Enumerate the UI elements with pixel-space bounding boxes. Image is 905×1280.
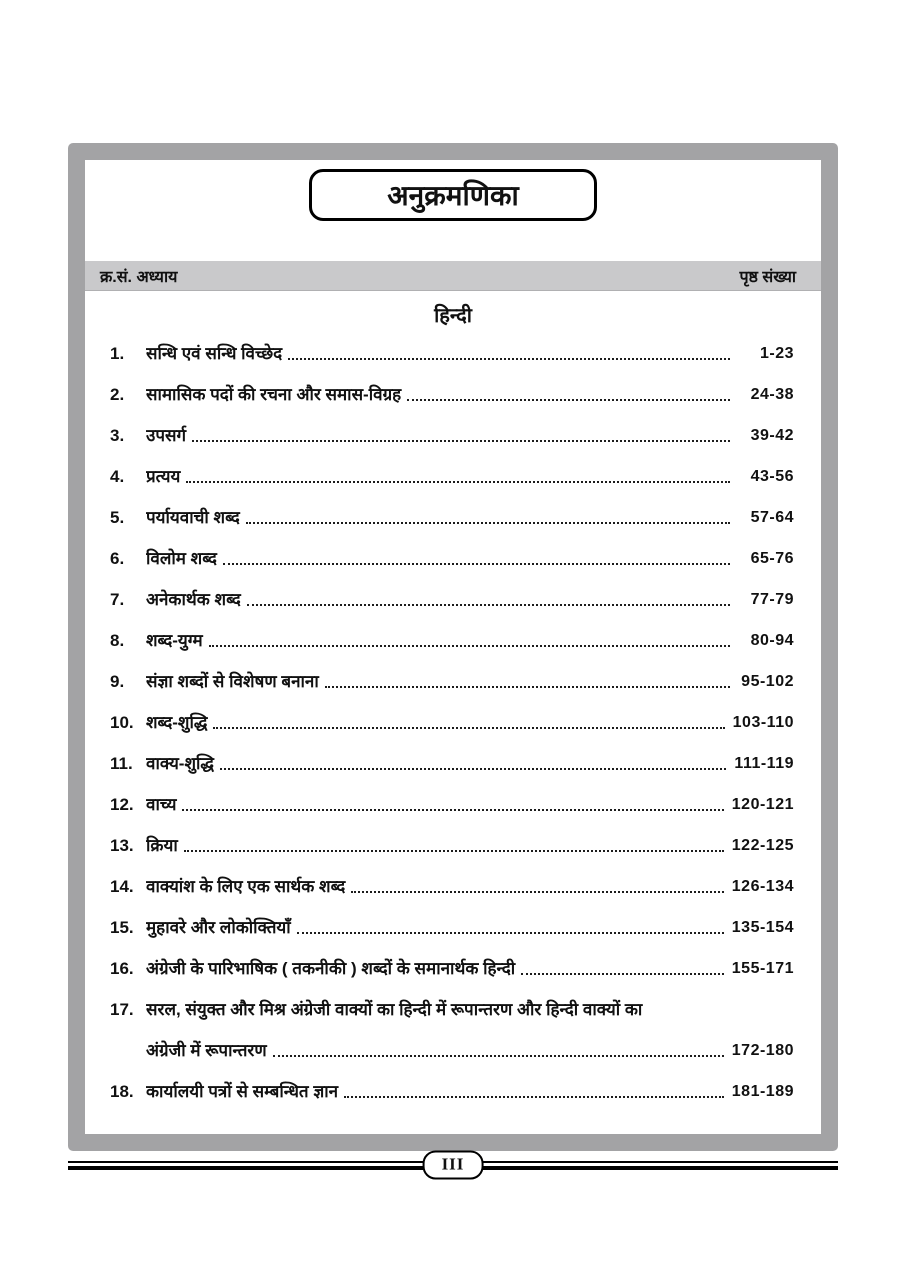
toc-entry-row [110,588,794,611]
toc-entry-row [110,506,794,529]
toc-entry-number: 5. [110,508,125,527]
column-header-left: क्र.सं. अध्याय [100,269,178,286]
toc-leader-dots [247,604,730,606]
toc-entry-pages: 126-134 [731,878,794,895]
toc-entry-number: 1. [110,344,125,363]
toc-entry-title: वाक्य-शुद्धि [146,754,215,773]
toc-entry-row [110,1039,794,1062]
toc-entry-row [110,465,794,488]
toc-leader-dots [273,1055,724,1057]
toc-entry-pages: 122-125 [731,837,794,854]
toc-leader-dots [407,399,730,401]
toc-entry-pages: 43-56 [750,468,794,485]
toc-entry-row [110,793,794,816]
toc-leader-dots [325,686,730,688]
toc-leader-dots [186,481,730,483]
toc-list [85,328,821,1103]
toc-entry-row [110,383,794,406]
toc-leader-dots [184,850,724,852]
toc-entry-title: प्रत्यय [146,467,181,486]
section-heading: हिन्दी [434,305,472,327]
toc-leader-dots [288,358,730,360]
toc-entry-title: संज्ञा शब्दों से विशेषण बनाना [146,672,319,691]
toc-entry-title: अंग्रेजी के पारिभाषिक ( तकनीकी ) शब्दों के समानार्थक हिन्दी [146,959,516,978]
toc-entry-title: मुहावरे और लोकोक्तियाँ [146,918,291,937]
toc-entry-pages: 181-189 [731,1083,794,1100]
toc-entry-pages: 120-121 [731,796,794,813]
toc-entry-pages: 24-38 [750,386,794,403]
toc-entry-row [110,547,794,570]
toc-entry-row [110,629,794,652]
toc-entry-number: 15. [110,918,134,937]
toc-entry-title: शब्द-युग्म [146,631,203,650]
toc-entry-title: वाच्य [146,795,177,814]
column-header-right: पृष्ठ संख्या [739,269,796,286]
toc-entry-number: 6. [110,549,125,568]
footer-rule [68,1154,838,1174]
toc-entry-title: विलोम शब्द [146,549,217,568]
toc-entry-number: 13. [110,836,134,855]
toc-entry-number: 3. [110,426,125,445]
toc-entry-row [110,834,794,857]
toc-entry-title: क्रिया [146,836,178,855]
toc-entry-number: 18. [110,1082,134,1101]
page-number: III [441,1154,465,1174]
toc-entry-pages: 65-76 [750,550,794,567]
toc-entry-row [110,424,794,447]
toc-entry-row [110,342,794,365]
toc-entry-row [110,998,794,1021]
toc-leader-dots [209,645,730,647]
toc-entry-pages: 135-154 [731,919,794,936]
toc-entry-title: कार्यालयी पत्रों से सम्बन्धित ज्ञान [146,1082,339,1101]
toc-leader-dots [220,768,726,770]
toc-entry-pages: 103-110 [732,714,794,731]
toc-entry-row [110,1080,794,1103]
page-title-box [309,169,597,221]
toc-entry-number: 4. [110,467,125,486]
toc-entry-row [110,916,794,939]
toc-entry-number: 7. [110,590,125,609]
toc-entry-pages: 77-79 [750,591,794,608]
toc-leader-dots [344,1096,724,1098]
toc-leader-dots [223,563,730,565]
toc-entry-title: सामासिक पदों की रचना और समास-विग्रह [146,385,402,404]
toc-entry-title: अनेकार्थक शब्द [146,590,241,609]
toc-entry-pages: 111-119 [734,755,794,772]
toc-entry-title: उपसर्ग [146,426,187,445]
toc-entry-pages: 95-102 [741,673,794,690]
toc-entry-row [110,670,794,693]
toc-leader-dots [351,891,723,893]
column-header-bar [85,261,821,291]
toc-entry-number: 12. [110,795,134,814]
toc-entry-row [110,875,794,898]
toc-entry-title: वाक्यांश के लिए एक सार्थक शब्द [146,877,346,896]
toc-leader-dots [246,522,730,524]
toc-entry-number: 9. [110,672,125,691]
toc-entry-row [110,957,794,980]
toc-leader-dots [213,727,724,729]
content-sheet [85,160,821,1134]
toc-leader-dots [521,973,724,975]
toc-entry-pages: 1-23 [759,345,794,362]
toc-leader-dots [297,932,724,934]
toc-entry-pages: 39-42 [750,427,794,444]
toc-entry-title: सन्धि एवं सन्धि विच्छेद [146,344,283,363]
toc-entry-number: 17. [110,1000,134,1019]
page-frame [68,143,838,1151]
toc-entry-pages: 155-171 [731,960,794,977]
toc-entry-title: अंग्रेजी में रूपान्तरण [146,1041,267,1060]
toc-entry-number: 2. [110,385,125,404]
toc-entry-number: 10. [110,713,134,732]
toc-entry-pages: 80-94 [750,632,794,649]
toc-entry-number: 16. [110,959,134,978]
toc-entry-title: पर्यायवाची शब्द [146,508,240,527]
toc-entry-number: 8. [110,631,125,650]
toc-entry-row [110,752,794,775]
toc-entry-pages: 172-180 [731,1042,794,1059]
toc-entry-pages: 57-64 [750,509,794,526]
toc-entry-title: शब्द-शुद्धि [146,713,208,732]
toc-entry-number: 11. [110,754,133,773]
toc-leader-dots [192,440,730,442]
toc-entry-row [110,711,794,734]
toc-leader-dots [182,809,723,811]
toc-entry-title: सरल, संयुक्त और मिश्र अंग्रेजी वाक्यों का हिन्दी में रूपान्तरण और हिन्दी वाक्यों का [146,1000,643,1019]
toc-entry-number: 14. [110,877,134,896]
page-number-badge [423,1151,484,1180]
page-title: अनुक्रमणिका [387,180,519,211]
